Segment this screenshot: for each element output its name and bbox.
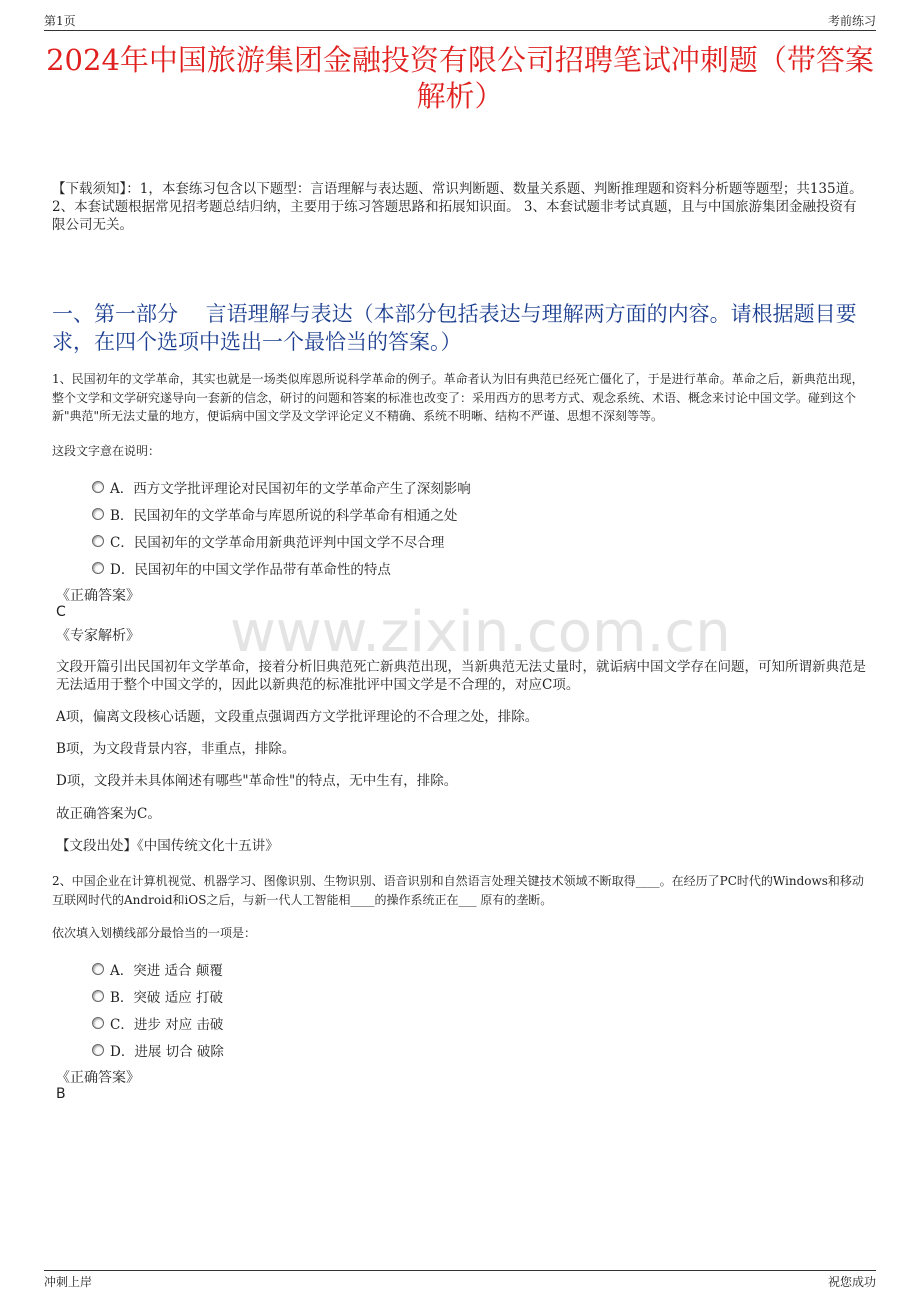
q1-answer-label: 《正确答案》 [56, 588, 140, 604]
q1-source: 【文段出处】《中国传统文化十五讲》 [56, 838, 279, 854]
radio-icon[interactable] [92, 1044, 104, 1056]
section-heading: 一、第一部分 言语理解与表达（本部分包括表达与理解两方面的内容。请根据题目要求，在四个选项中选出一个最恰当的答案。） [52, 302, 857, 354]
question-1-prompt: 这段文字意在说明： [52, 444, 161, 458]
question-1-text: 1、民国初年的文学革命，其实也就是一场类似库恩所说科学革命的例子。革命者认为旧有典范已经死亡僵化了，于是进行革命。革命之后，新典范出现，整个文学和文学研究遂导向一套新的信念，研讨的问题和答案的标准也改变了：采用西方的思考方式、观念系统、术语、概念来讨论中国文学。碰到这个新"典范"所无法丈量的地方，便诟病中国文学及文学评论定义不精确、系统不明晰、结构不严谨、思想不深刻等等。 [52, 372, 864, 423]
option-label: D．进展 切合 破除 [110, 1044, 224, 1060]
option-label: D．民国初年的中国文学作品带有革命性的特点 [110, 562, 391, 578]
option-label: B．民国初年的文学革命与库恩所说的科学革命有相通之处 [110, 508, 458, 524]
q1-option-b[interactable] [92, 504, 457, 524]
question-2-prompt: 依次填入划横线部分最恰当的一项是： [52, 926, 257, 940]
q2-answer: B [56, 1086, 66, 1102]
q1-option-d[interactable] [92, 558, 391, 578]
radio-icon[interactable] [92, 535, 104, 547]
q1-analysis-conclusion: 故正确答案为C。 [56, 806, 161, 822]
q1-option-a[interactable] [92, 477, 471, 497]
q2-option-b[interactable] [92, 986, 223, 1006]
q1-analysis-a: A项，偏离文段核心话题，文段重点强调西方文学批评理论的不合理之处，排除。 [56, 709, 539, 725]
footer-left: 冲刺上岸 [44, 1275, 93, 1289]
question-2-text: 2、中国企业在计算机视觉、机器学习、图像识别、生物识别、语音识别和自然语言处理关键技术领域不断取得____。在经历了PC时代的Windows和移动互联网时代的Android和iOS之后，与新一代人工智能相____的操作系统正在___ 原有的垄断。 [52, 874, 864, 907]
page-header [44, 12, 876, 31]
option-label: A．突进 适合 颠覆 [110, 963, 223, 979]
download-notice: 【下载须知】：1，本套练习包含以下题型：言语理解与表达题、常识判断题、数量关系题、判断推理题和资料分析题等题型；共135道。 2、本套试题根据常见招考题总结归纳，主要用于练习答题思路和拓展知识面。 3、本套试题非考试真题，且与中国旅游集团金融投资有限公司无关。 [52, 181, 863, 233]
document-title: 2024年中国旅游集团金融投资有限公司招聘笔试冲刺题（带答案解析） [46, 43, 874, 113]
radio-icon[interactable] [92, 562, 104, 574]
radio-icon[interactable] [92, 508, 104, 520]
page-number: 第1页 [44, 14, 76, 28]
q1-answer: C [56, 604, 66, 620]
q2-option-a[interactable] [92, 959, 223, 979]
footer-right: 祝您成功 [827, 1275, 876, 1289]
watermark: www.zixin.com.cn [230, 600, 731, 665]
q1-analysis-b: B项，为文段背景内容，非重点，排除。 [56, 741, 296, 757]
radio-icon[interactable] [92, 481, 104, 493]
option-label: B．突破 适应 打破 [110, 990, 224, 1006]
option-label: C．进步 对应 击破 [110, 1017, 224, 1033]
q2-option-c[interactable] [92, 1013, 223, 1033]
q2-answer-label: 《正确答案》 [56, 1070, 140, 1086]
q1-analysis-label: 《专家解析》 [56, 628, 140, 644]
radio-icon[interactable] [92, 1017, 104, 1029]
q1-analysis-d: D项，文段并未具体阐述有哪些"革命性"的特点，无中生有，排除。 [56, 773, 458, 789]
option-label: A．西方文学批评理论对民国初年的文学革命产生了深刻影响 [110, 481, 471, 497]
radio-icon[interactable] [92, 963, 104, 975]
option-label: C．民国初年的文学革命用新典范评判中国文学不尽合理 [110, 535, 445, 551]
header-right: 考前练习 [827, 14, 876, 28]
q2-option-d[interactable] [92, 1040, 224, 1060]
page-footer [44, 1270, 876, 1290]
q1-analysis-main: 文段开篇引出民国初年文学革命，接着分析旧典范死亡新典范出现，当新典范无法丈量时，就诟病中国文学存在问题，可知所谓新典范是无法适用于整个中国文学的，因此以新典范的标准批评中国文学是不合理的，对应C项。 [56, 659, 866, 693]
q1-option-c[interactable] [92, 531, 444, 551]
radio-icon[interactable] [92, 990, 104, 1002]
